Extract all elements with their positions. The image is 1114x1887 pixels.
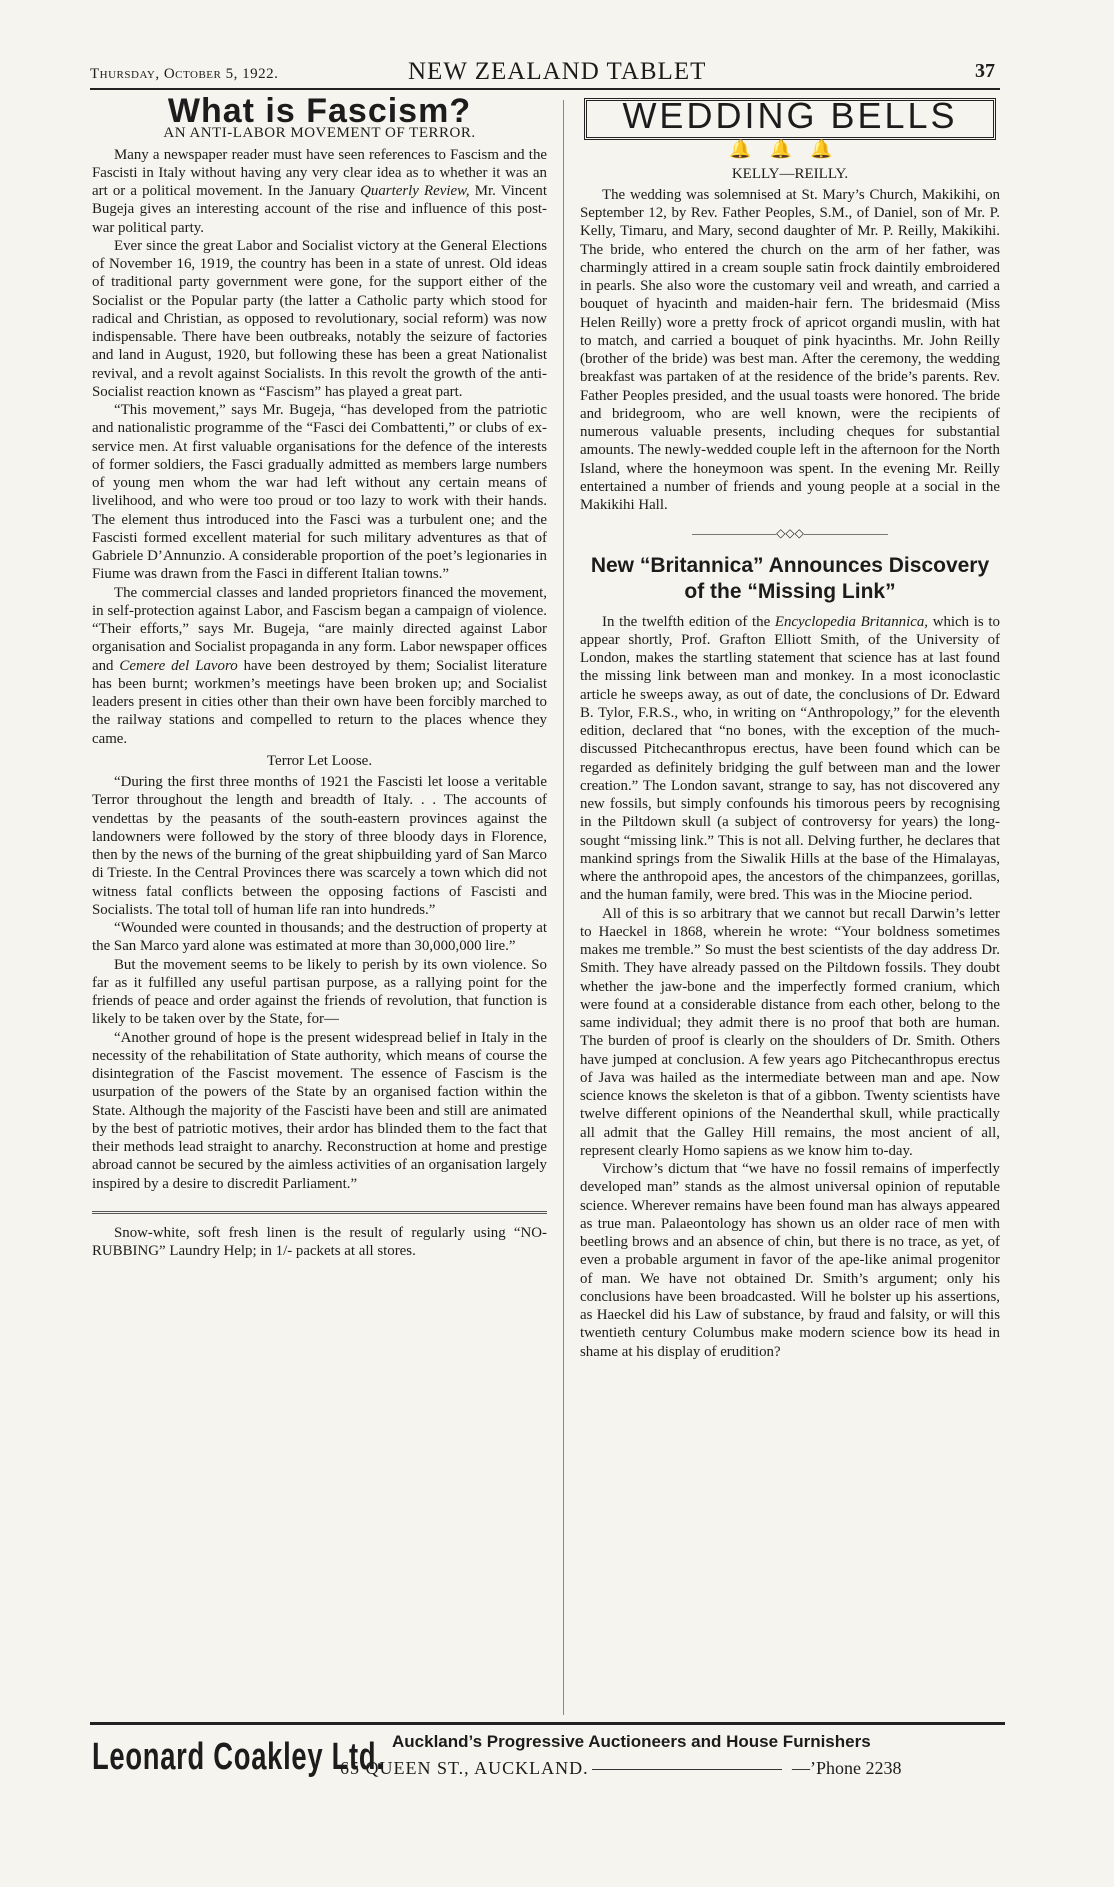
coakley-advertisement	[92, 1732, 1012, 1802]
page-header	[90, 58, 995, 86]
paragraph: “Wounded were counted in thousands; and the destruction of property at the San Marco yard alone was estimated at more than 30,000,000 lire.”	[92, 920, 547, 955]
paragraph: But the movement seems to be likely to perish by its own violence. So far as it fulfilled any useful partisan purpose, as a rallying point for the friends of peace and order against the friends of revolution, that function is likely to be taken over by the State, for—	[92, 956, 547, 1028]
advert-rule	[90, 1722, 1005, 1725]
issue-date: Thursday, October 5, 1922.	[90, 66, 279, 82]
paragraph: “This movement,” says Mr. Bugeja, “has developed from the patriotic and nationalistic programme of the “Fasci dei Combattenti,” or clubs of ex-service men. At first valuable organisations for the defence of the interests of former soldiers, the Fasci gradually admitted as members large numbers of young men whom the war had left without any certain means of livelihood, and who were too proud or too lazy to work with their hands. The element thus introduced into the Fasci was a turbulent one; and the Fascisti formed excellent material for such military adventures as that of Gabriele D’Annunzio. A considerable proportion of the poet’s legionaries in Fiume was drawn from the Fasci in different Italian towns.”	[92, 402, 547, 583]
advert-dash-rule	[592, 1769, 782, 1770]
wedding-bells-title: WEDDING BELLS	[622, 95, 958, 136]
advert-tagline: Auckland’s Progressive Auctioneers and House Furnishers	[392, 1732, 871, 1751]
paragraph: Many a newspaper reader must have seen references to Fascism and the Fascisti in Italy without having any very clear idea as to whether it was an art or a political movement. In the January Quarterly Review, Mr. Vincent Bugeja gives an interesting account of the rise and influence of this post-war political party.	[92, 146, 547, 236]
wedding-bells-banner	[584, 95, 996, 140]
advert-brand: Leonard Coakley Ltd.	[92, 1736, 385, 1778]
paragraph: Virchow’s dictum that “we have no fossil remains of imperfectly developed man” stands as the almost universal opinion of reputable science. Wherever remains have been found man has always appeared as true man. Palaeontology has shown us an older race of men with beetling brows and an absence of chin, but there is no trace, as yet, of even a probable argument in favor of the ape-like animal progenitor of man. We have not obtained Dr. Smith’s argument; only his conclusions have been broadcasted. Will he bolster up his assertions, as Haeckel did his Law of substance, by fraud and falsity, or will this twentieth century Columbus make modern science bow its head in shame at his display of erudition?	[580, 1161, 1000, 1360]
article-subtitle-fascism: AN ANTI-LABOR MOVEMENT OF TERROR.	[163, 125, 476, 142]
ornamental-divider-icon: ———————◇◇◇———————	[692, 526, 888, 541]
paragraph: The wedding was solemnised at St. Mary’s Church, Makikihi, on September 12, by Rev. Father Peoples, S.M., of Daniel, son of Mr. P. Kelly, Timaru, and Mary, second daughter of Mr. P. Reilly, Makikihi. The bride, who entered the church on the arm of her father, was charmingly attired in a cream souple satin frock daintily embroidered in pearls. She also wore the customary veil and wreath, and carried a bouquet of hyacinth and maiden-hair fern. The bridesmaid (Miss Helen Reilly) wore a pretty frock of apricot organdi muslin, with hat to match, and carried a bouquet of pink hyacinths. Mr. John Reilly (brother of the bride) was best man. After the ceremony, the wedding breakfast was partaken of at the residence of the bride’s parents. Rev. Father Peoples presided, and the usual toasts were honored. The bride and bridegroom, who are well known, were the recipients of numerous valuable presents, including cheques for substantial amounts. The newly-wedded couple left in the afternoon for the North Island, where the honeymoon was spent. In the evening Mr. Reilly entertained a number of friends and young people at a social in the Makikihi Hall.	[580, 186, 1000, 513]
paragraph: The commercial classes and landed proprietors financed the movement, in self-protection against Labor, and Fascism began a campaign of violence. “Their efforts,” says Mr. Bugeja, “are mainly directed against Labor organisation and Socialist propaganda in any form. Labor newspaper offices and Cemere del Lavoro have been destroyed by them; Socialist literature has been burnt; workmen’s meetings have been broken up; and Socialist leaders present in cities other than their own have been forcibly marched to the railway stations and compelled to return to the places whence they came.	[92, 584, 547, 747]
advert-phone: —’Phone 2238	[792, 1758, 902, 1778]
left-column	[92, 92, 547, 1260]
header-rule	[90, 88, 1000, 90]
column-divider	[563, 100, 564, 1715]
paragraph: “Another ground of hope is the present widespread belief in Italy in the necessity of the rehabilitation of State authority, which means of course the disintegration of the Fascist movement. The essence of Fascism is the usurpation of the powers of the State by an organised faction within the State. Although the majority of the Fascisti have been and still are animated by the best of patriotic motives, their ardor has blinded them to the fact that their methods lead straight to anarchy. Reconstruction at home and prestige abroad cannot be secured by the aimless activities of an organisation largely inspired by a desire to discredit Parliament.”	[92, 1029, 547, 1192]
notice-text: Snow-white, soft fresh linen is the result of regularly using “NO-RUBBING” Laundry Help; in 1/- packets at all stores.	[92, 1224, 547, 1259]
paragraph: “During the first three months of 1921 the Fascisti let loose a veritable Terror throughout the length and breadth of Italy. . . The accounts of vendettas by the peasants of the south-eastern provinces against the landowners were followed by the story of three bloody days in Florence, then by the news of the burning of the great shipbuilding yard of San Marco di Trieste. In the Central Provinces there was scarcely a town which did not witness fatal conflicts between the opposing factions of Fascisti and Socialists. The total toll of human life ran into hundreds.”	[92, 774, 547, 918]
right-column	[580, 95, 1000, 1361]
bells-ornament-icon: 🔔🔔🔔	[729, 139, 851, 160]
paragraph: In the twelfth edition of the Encyclopedia Britannica, which is to appear shortly, Prof. Grafton Elliott Smith, of the University of London, makes the startling statement that science has at last found the missing link between man and monkey. In a most iconoclastic article he sweeps away, as out of date, the conclusions of Dr. Edward B. Tylor, F.R.S., who, in writing on “Anthropology,” for the eleventh edition, declared that “no bones, with the exception of the much-discussed Pitchecanthropus erectus, have been found which can be regarded as definitely bridging the gulf between man and the lower creation.” The London savant, strange to say, has not discovered any new fossils, but simply confounds his timorous peers by recognising in the Piltdown skull (a subject of controversy for years) the long-sought “missing link.” This is not all. Delving further, he declares that mankind springs from the Siwalik Hills at the base of the Himalayas, where the anthropoid apes, the ancestors of the chimpanzees, gorillas, and the human family, were bred. This was in the Miocine period.	[580, 613, 1000, 904]
page-number: 37	[975, 60, 995, 82]
wedding-heading: KELLY—REILLY.	[731, 165, 849, 182]
advert-address: 65 QUEEN ST., AUCKLAND.	[340, 1758, 589, 1778]
masthead: NEW ZEALAND TABLET	[408, 58, 707, 85]
section-subheading: Terror Let Loose.	[266, 752, 373, 769]
laundry-notice	[92, 1211, 547, 1261]
paragraph: All of this is so arbitrary that we cannot but recall Darwin’s letter to Haeckel in 1868, wherein he wrote: “Your boldness sometimes makes me tremble.” So must the best scientists of the day address Dr. Smith. They have already passed on the Piltdown fossils. They doubt whether the jaw-bone and the imperfectly formed cranium, which were found at a considerable distance from each other, belong to the same individual; they admit there is no proof that both are human. The burden of proof is clearly on the shoulders of Dr. Smith. Others have jumped at conclusion. A few years ago Pitchecanthropus erectus of Java was hailed as the intermediate between man and ape. Now science knows the skeleton is that of a gibbon. Twenty scientists have twelve different opinions of the Neanderthal skull, while practically all admit that the Galley Hill remains, the most ancient of all, represent clearly Homo sapiens as we know him to-day.	[580, 905, 1000, 1159]
article-title-britannica: New “Britannica” Announces Discovery of the “Missing Link”	[590, 553, 990, 603]
article-title-fascism: What is Fascism?	[167, 92, 472, 130]
paragraph: Ever since the great Labor and Socialist victory at the General Elections of November 16, 1919, the country has been in a state of unrest. Old ideas of traditional party government were gone, for the support either of the Socialist or the Popular party (the latter a Catholic party which stood for radical and Christian, as opposed to revolutionary, social reform) was now indispensable. There have been outbreaks, notably the seizure of factories and land in August, 1920, but following these has been a great Nationalist revival, and a revolt against Socialists. In this revolt the growth of the anti-Socialist reaction known as “Fascism” has played a great part.	[92, 237, 547, 400]
